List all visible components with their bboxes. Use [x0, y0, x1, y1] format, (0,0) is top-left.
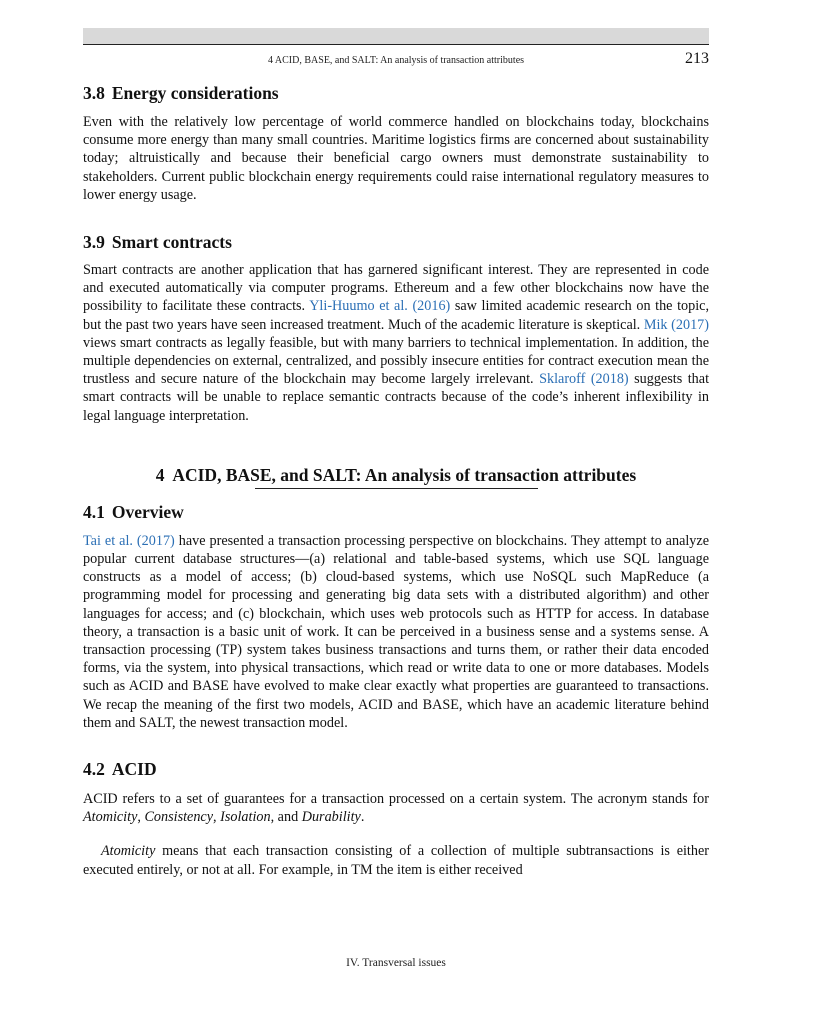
page-number: 213 — [685, 50, 709, 67]
running-head — [83, 52, 709, 70]
text-run: , — [137, 809, 145, 826]
section-title: ACID — [111, 759, 157, 780]
chapter-heading — [83, 462, 709, 488]
header-bar — [83, 28, 709, 44]
running-title: 4 ACID, BASE, and SALT: An analysis of transaction attributes — [267, 55, 525, 66]
text-run: ACID refers to a set of guarantees for a transaction processed on a certain system. The acronym stands for — [83, 791, 709, 808]
paragraph-atomicity — [83, 842, 709, 878]
section-heading-4-2 — [83, 756, 709, 782]
paragraph-smart-contracts — [83, 261, 709, 425]
citation-link[interactable]: Sklaroff (2018) — [539, 371, 629, 388]
text-run: Smart contracts are another application that has garnered significant interest. They are represented in code and executed automatically via computer programs. Ethereum and a few other blockchains now have the possibility to facilitate these contracts. — [83, 262, 709, 315]
section-number: 4.1 — [83, 501, 105, 522]
text-run: means that each transaction consisting of a collection of multiple subtransactions is either executed entirely, or not at all. For example, in TM the item is either received — [83, 843, 709, 878]
chapter-title: ACID, BASE, and SALT: An analysis of transaction attributes — [172, 464, 637, 485]
chapter-number: 4 — [155, 464, 165, 485]
section-title: Overview — [111, 501, 184, 522]
term-atomicity: Atomicity — [83, 809, 138, 826]
term-atomicity: Atomicity — [101, 843, 156, 860]
text-run: . — [360, 809, 365, 826]
paragraph-overview — [83, 532, 709, 732]
section-title: Energy considerations — [111, 83, 279, 103]
section-number: 3.8 — [83, 83, 105, 103]
page-footer: IV. Transversal issues — [346, 957, 446, 969]
text-run: saw limited academic research on the topic, but the past two years have seen increased treatment. Much of the academic literature is skeptical. — [83, 298, 709, 333]
text-run: , and — [270, 809, 302, 826]
section-title: Smart contracts — [111, 232, 232, 253]
section-heading-3-8 — [83, 80, 709, 106]
text-run: views smart contracts as legally feasible, but with many barriers to technical implementation. In addition, the multiple dependencies on external, centralized, and possibly insecure entities for contract execution mean the trustless and secure nature of the blockchain may become largely irrelevant. — [83, 334, 709, 388]
text-run: suggests that smart contracts will be unable to replace semantic contracts because of the code’s inherent inflexibility in legal language interpretation. — [83, 371, 710, 424]
citation-link[interactable]: Yli-Huumo et al. (2016) — [309, 298, 451, 315]
term-consistency: Consistency — [144, 809, 214, 826]
section-heading-3-9 — [83, 229, 709, 255]
section-number: 4.2 — [83, 759, 105, 780]
section-number: 3.9 — [83, 232, 105, 253]
text-run: have presented a transaction processing perspective on blockchains. They attempt to analyze popular current database structures—(a) relational and table-based systems, which use SQL language constructs as a model of access; (b) cloud-based systems, which use NoSQL such MapReduce (a programming model for processing and generating big data sets with a distributed algorithm) and other languages for access; and (c) blockchain, which uses web protocols such as HTTP for access. In database theory, a transaction is a basic unit of work. It can be perceived in a business sense and a systems sense. A transaction processing (TP) system takes business transactions and turns them, or rather their data encoded forms, via the system, into physical transactions, which read or write data to one or more databases. Models such as ACID and BASE have evolved to make clear exactly what properties are guaranteed to transactions. We recap the meaning of the first two models, ACID and BASE, which have an academic literature behind them and SALT, the newest transaction model. — [83, 532, 709, 731]
chapter-rule — [255, 488, 538, 489]
section-heading-4-1 — [83, 499, 709, 525]
header-rule — [83, 44, 709, 45]
paragraph-energy: Even with the relatively low percentage of world commerce handled on blockchains today, blockchains consume more energy than many small countries. Maritime logistics firms are concerned about sustainability today; altruistically and because their beneficial cargo owners must demonstrate sustainability to stakeholders. Current public blockchain energy requirements could raise international regulatory measures to lower energy usage. — [83, 114, 709, 203]
text-run: , — [213, 809, 221, 826]
page-content — [83, 78, 709, 879]
citation-link[interactable]: Tai et al. (2017) — [83, 532, 175, 549]
paragraph-acid — [83, 790, 709, 826]
citation-link[interactable]: Mik (2017) — [643, 316, 709, 333]
term-isolation: Isolation — [220, 809, 271, 826]
term-durability: Durability — [301, 809, 361, 826]
